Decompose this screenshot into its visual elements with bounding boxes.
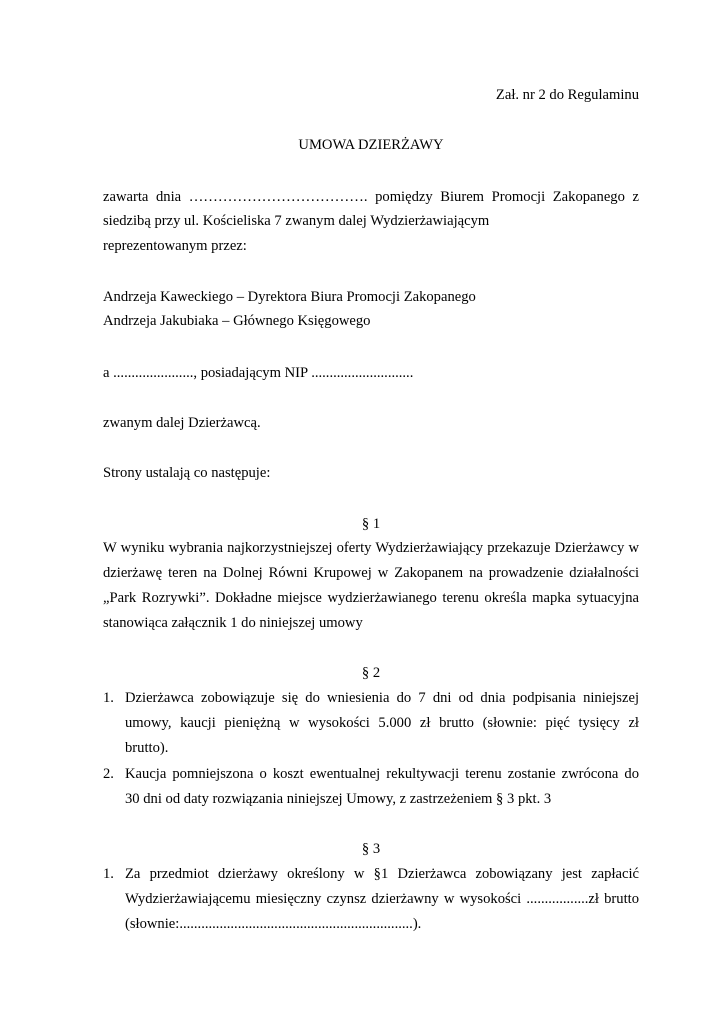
section-1-line: stanowiąca załącznik 1 do niniejszej umowy — [103, 615, 363, 631]
section-2-item-1-line: umowy, kaucji pieniężną w wysokości 5.000 zł brutto (słownie: pięć tysięcy zł — [125, 715, 639, 731]
document-title: UMOWA DZIERŻAWY — [298, 137, 444, 153]
section-3-item-1-line: (słownie:................................................................). — [125, 916, 422, 932]
section-3-item-1-line: Za przedmiot dzierżawy określony w §1 Dzierżawca zobowiązany jest zapłacić — [125, 866, 639, 882]
section-1-line: W wyniku wybrania najkorzystniejszej oferty Wydzierżawiający przekazuje Dzierżawcy w — [103, 540, 639, 556]
section-2-item-1-line: brutto). — [125, 740, 169, 756]
lessee-alias: zwanym dalej Dzierżawcą. — [103, 415, 261, 431]
section-2-item-2-line: 30 dni od daty rozwiązania niniejszej Umowy, z zastrzeżeniem § 3 pkt. 3 — [125, 791, 552, 807]
section-3-heading: § 3 — [361, 841, 381, 857]
section-1-heading: § 1 — [361, 516, 381, 532]
intro-line-3: reprezentowanym przez: — [103, 238, 247, 254]
section-2-item-1-line: Dzierżawca zobowiązuje się do wniesienia do 7 dni od dnia podpisania niniejszej — [125, 690, 639, 706]
attachment-note: Zał. nr 2 do Regulaminu — [495, 87, 639, 103]
section-1-line: dzierżawę teren na Dolnej Równi Krupowej w Zakopanem na prowadzenie działalności — [103, 565, 639, 581]
section-2-heading: § 2 — [361, 665, 381, 681]
lessee-line: a ......................, posiadającym NIP ............................ — [103, 365, 414, 381]
representative-2: Andrzeja Jakubiaka – Głównego Księgowego — [103, 313, 371, 329]
intro-line-2: siedzibą przy ul. Kościeliska 7 zwanym dalej Wydzierżawiającym — [103, 213, 490, 229]
representative-1: Andrzeja Kaweckiego – Dyrektora Biura Promocji Zakopanego — [103, 289, 476, 305]
intro-line-1: zawarta dnia ………………………………. pomiędzy Biurem Promocji Zakopanego z — [103, 189, 639, 205]
agreement-line: Strony ustalają co następuje: — [103, 465, 271, 481]
section-3-item-1-line: Wydzierżawiającemu miesięczny czynsz dzierżawny w wysokości .................zł brutto — [125, 891, 639, 907]
section-1-line: „Park Rozrywki”. Dokładne miejsce wydzierżawianego terenu określa mapka sytuacyjna — [103, 590, 639, 606]
section-2-item-2-line: Kaucja pomniejszona o koszt ewentualnej rekultywacji terenu zostanie zwrócona do — [125, 766, 639, 782]
